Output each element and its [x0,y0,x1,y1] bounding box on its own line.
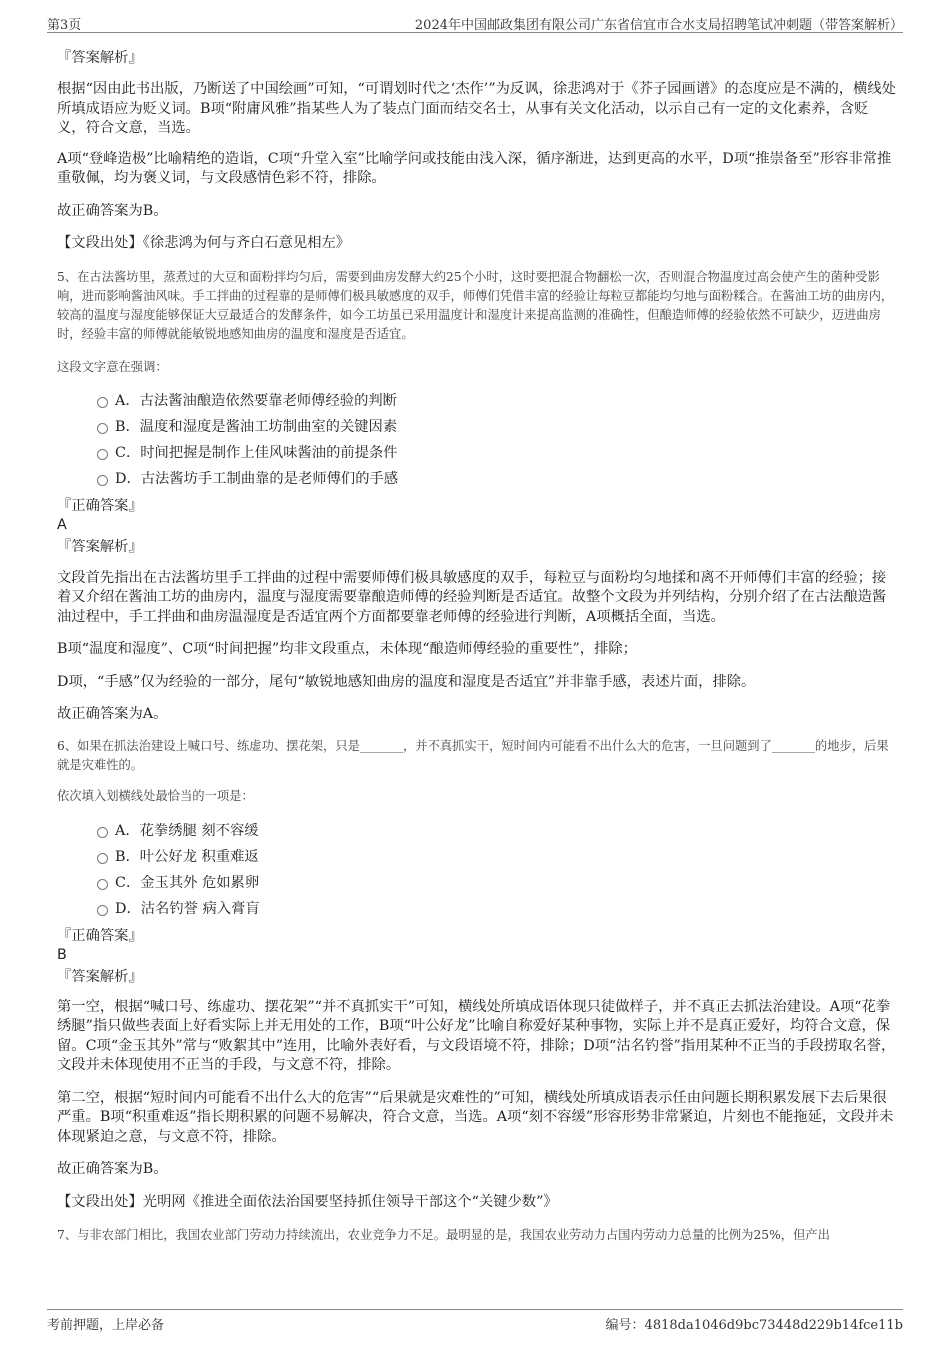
answer-conclusion: 故正确答案为B。 [57,202,168,219]
option-list [57,818,897,922]
radio-icon[interactable] [97,905,108,916]
option-a[interactable]: A．古法酱油酿造依然要靠老师傅经验的判断 [57,388,897,414]
footer-slogan: 考前押题，上岸必备 [47,1318,165,1333]
radio-icon[interactable] [97,853,108,864]
page-footer [47,1309,903,1333]
radio-icon[interactable] [97,475,108,486]
radio-icon[interactable] [97,423,108,434]
correct-answer: B [57,946,67,963]
radio-icon[interactable] [97,449,108,460]
option-c[interactable]: C．金玉其外 危如累卵 [57,870,897,896]
analysis-paragraph: A项“登峰造极”比喻精绝的造诣，C项“升堂入室”比喻学问或技能由浅入深，循序渐进，达到更高的水平，D项“推崇备至”形容非常推重敬佩，均为褒义词，与文段感情色彩不符，排除。 [57,150,892,186]
question-prompt: 依次填入划横线处最恰当的一项是： [57,788,254,803]
option-b[interactable]: B．温度和湿度是酱油工坊制曲室的关键因素 [57,414,897,440]
analysis-label: 『答案解析』 [57,538,143,555]
analysis-paragraph: B项“温度和湿度”、C项“时间把握”均非文段重点，未体现“酿造师傅经验的重要性”，排除； [57,641,637,657]
radio-icon[interactable] [97,397,108,408]
option-a[interactable]: A．花拳绣腿 刻不容缓 [57,818,897,844]
correct-answer: A [57,516,67,533]
option-list [57,388,897,492]
analysis-paragraph: 根据“因由此书出版，乃断送了中国绘画”可知，“可谓划时代之‘杰作’”为反讽，徐悲鸿对于《芥子园画谱》的态度应是不满的，横线处所填成语应为贬义词。B项“附庸风雅”指某些人为了装点门面而结交名士，从事有关文化活动，以示自己有一定的文化素养，含贬义，符合文意，当选。 [57,81,896,136]
document-id: 编号：4818da1046d9bc73448d229b14fce11b [605,1318,903,1333]
option-c[interactable]: C．时间把握是制作上佳风味酱油的前提条件 [57,440,897,466]
analysis-paragraph: 文段首先指出在古法酱坊里手工拌曲的过程中需要师傅们极具敏感度的双手，每粒豆与面粉均匀地揉和离不开师傅们丰富的经验；接着又介绍在酱油工坊的曲房内，温度与湿度需要靠酿造师傅的经验判断是否适宜。故整个文段为并列结构，分别介绍了在古法酿造酱油过程中，手工拌曲和曲房温湿度是否适宜两个方面都要靠老师傅的经验进行判断，A项概括全面，当选。 [57,569,887,625]
answer-conclusion: 故正确答案为B。 [57,1161,168,1177]
radio-icon[interactable] [97,827,108,838]
source-citation: 【文段出处】光明网《推进全面依法治国要坚持抓住领导干部这个“关键少数”》 [57,1193,558,1210]
source-citation: 【文段出处】《徐悲鸿为何与齐白石意见相左》 [57,235,351,251]
radio-icon[interactable] [97,879,108,890]
option-d[interactable]: D．沽名钓誉 病入膏肓 [57,896,897,922]
correct-answer-label: 『正确答案』 [57,497,143,514]
page-content [57,44,897,1245]
analysis-paragraph: 第二空，根据“短时间内可能看不出什么大的危害”“后果就是灾难性的”可知，横线处所填成语表示任由问题长期积累发展下去后果很严重。B项“积重难返”指长期积累的问题不易解决，符合文意，当选。A项“刻不容缓”形容形势非常紧迫，片刻也不能拖延，文段并未体现紧迫之意，与文意不符，排除。 [57,1089,894,1145]
question-stem: 6、如果在抓法治建设上喊口号、练虚功、摆花架，只是_______，并不真抓实干，短时间内可能看不出什么大的危害，一旦问题到了_______的地步，后果就是灾难性的。 [57,738,889,772]
correct-answer-label: 『正确答案』 [57,927,143,944]
page-number: 第3页 [47,18,82,33]
option-b[interactable]: B．叶公好龙 积重难返 [57,844,897,870]
question-stem: 5、在古法酱坊里，蒸煮过的大豆和面粉拌均匀后，需要到曲房发酵大约25个小时，这时要把混合物翻松一次，否则混合物温度过高会使产生的菌种受影响，进而影响酱油风味。手工拌曲的过程靠的是师傅们极具敏感度的双手，师傅们凭借丰富的经验让每粒豆都能均匀地与面粉糅合。在酱油工坊的曲房内，较高的温度与湿度能够保证大豆最适合的发酵条件，如今工坊虽已采用温度计和湿度计来提高监测的准确性，但酿造师傅的经验依然不可缺少，迈进曲房时，经验丰富的师傅就能敏锐地感知曲房的温度和湿度是否适宜。 [57,269,894,341]
analysis-label: 『答案解析』 [57,50,143,66]
option-d[interactable]: D．古法酱坊手工制曲靠的是老师傅们的手感 [57,466,897,492]
question-prompt: 这段文字意在强调： [57,359,168,374]
question-stem: 7、与非农部门相比，我国农业部门劳动力持续流出，农业竞争力不足。最明显的是，我国农业劳动力占国内劳动力总量的比例为25%，但产出 [57,1228,830,1242]
page-header [47,12,903,33]
analysis-paragraph: 第一空，根据“喊口号、练虚功、摆花架”“并不真抓实干”可知，横线处所填成语体现只徒做样子，并不真正去抓法治建设。A项“花拳绣腿”指只做些表面上好看实际上并无用处的工作，B项“叶公好龙”比喻自称爱好某种事物，实际上并不是真正爱好，均符合文意，保留。C项“金玉其外”常与“败絮其中”连用，比喻外表好看，与文段语境不符，排除；D项“沽名钓誉”指用某种不正当的手段捞取名誉，文段并未体现使用不正当的手段，与文意不符，排除。 [57,998,896,1073]
analysis-paragraph: D项，“手感”仅为经验的一部分，尾句“敏锐地感知曲房的温度和湿度是否适宜”并非靠手感，表述片面，排除。 [57,673,756,690]
analysis-label: 『答案解析』 [57,968,143,985]
document-title: 2024年中国邮政集团有限公司广东省信宜市合水支局招聘笔试冲刺题（带答案解析） [414,18,903,33]
answer-conclusion: 故正确答案为A。 [57,706,168,722]
